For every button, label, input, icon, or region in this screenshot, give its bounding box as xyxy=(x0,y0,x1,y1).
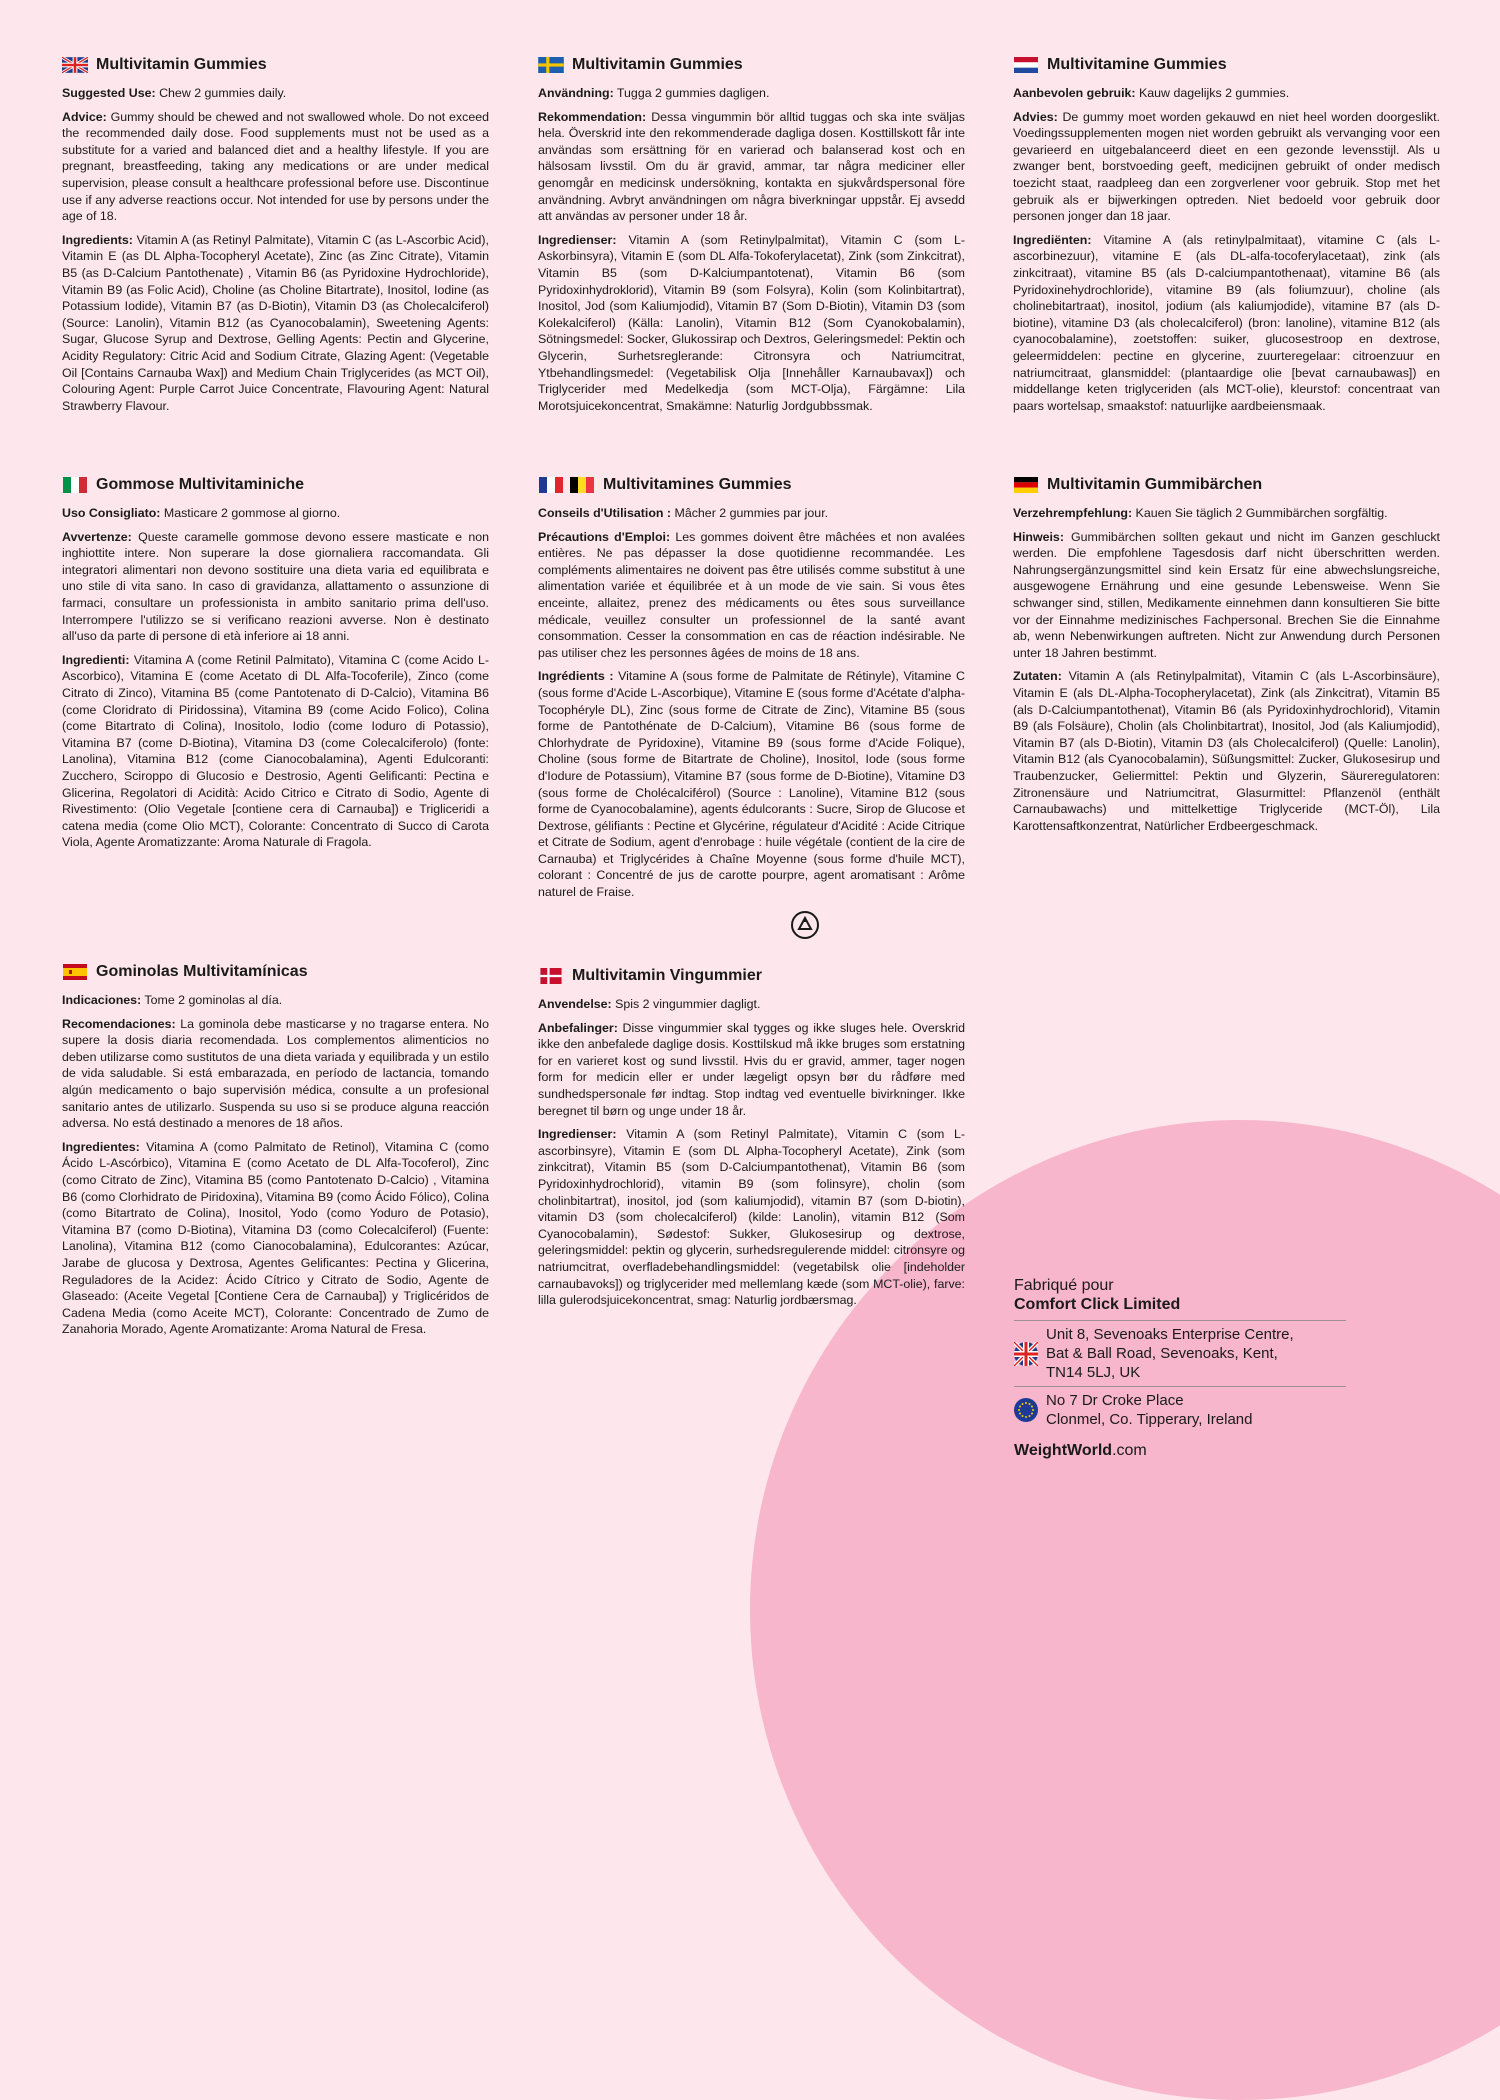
advice-label: Avvertenze: xyxy=(62,529,132,544)
advice-label: Anbefalinger: xyxy=(538,1020,618,1035)
ingredients-label: Ingredienser: xyxy=(538,232,617,247)
advice-label: Recomendaciones: xyxy=(62,1016,176,1031)
advice-text: Disse vingummier skal tygges og ikke sluges hele. Overskrid ikke den anbefalede daglige dosis. Kosttilskud må ikke bruges som erstatning for en varieret kost og sund livsstil. Hvis du er gravid, ammer, tager nogen form for medicin eller er under lægeligt opsyn bør du rådføre med sundhedspersonale før indtag. Stop indtag ved eventuelle bivirkninger. Ikke beregnet til børn og unge under 18 år. xyxy=(538,1020,965,1118)
eu-flag-icon xyxy=(1014,1398,1038,1422)
suggested-use-label: Anvendelse: xyxy=(538,997,612,1011)
recycle-icon xyxy=(790,910,820,940)
suggested-use-label: Aanbevolen gebruik: xyxy=(1013,86,1136,100)
uk-flag-icon xyxy=(1014,1342,1038,1366)
section-spanish xyxy=(62,962,489,1345)
advice-text: Gummy should be chewed and not swallowed whole. Do not exceed the recommended daily dose. Food supplements must not be used as a substitute for a varied and balanced diet and a healthy lifestyle. If you are pregnant, breastfeeding, taking any medications or are under medical supervision, please consult a healthcare professional before use. Discontinue use if any adverse reactions occur. Not intended for use by persons under the age of 18. xyxy=(62,109,489,224)
ingredients-label: Ingredients: xyxy=(62,232,133,247)
ingredients-text: Vitamine A (sous forme de Palmitate de Rétinyle), Vitamine C (sous forme d'Acide L-Ascorbique), Vitamine E (sous forme d'Acétate d'alpha-Tocophéryle DL), Zinc (sous forme de Citrate de Zinc), Vitamine B5 (sous forme de Pantothénate de D-Calcium), Vitamine B6 (sous forme de Chlorhydrate de Pyridoxine), Vitamine B9 (sous forme d'Acide Folique), Choline (sous forme de Bitartrate de Choline), Inositol, Iode (sous forme d'Iodure de Potassium), Vitamine B7 (sous forme de D-Biotine), Vitamine D3 (sous forme de Cholécalciférol) (Source : Lanoline), Vitamine B12 (sous forme de Cyanocobalamine), agents édulcorants : Sucre, Sirop de Glucose et Dextrose, gélifiants : Pectine et Glycérine, régulateur d'Acidité : Acide Citrique et Citrate de Sodium, agent d'enrobage : huile végétale (contient de la cire de Carnauba) et Triglycérides à Chaîne Moyenne (sous forme d'huile MCT), colorant : Concentré de jus de carotte pourpre, agent aromatisant : Arôme naturel de Fraise. xyxy=(538,669,965,900)
section-title: Multivitamin Gummies xyxy=(96,56,267,73)
section-english xyxy=(62,55,489,421)
ingredients-label: Ingrediënten: xyxy=(1013,232,1092,247)
section-dutch xyxy=(1013,55,1440,421)
advice-text: De gummy moet worden gekauwd en niet heel worden doorgeslikt. Voedingssupplementen mogen niet worden gebruikt als vervanging voor een gevarieerd en uitgebalanceerd dieet en een gezonde levensstijl. Als u zwanger bent, borstvoeding geeft, medicijnen gebruikt of onder medisch toezicht staat, raadpleeg dan een zorgverlener voor gebruik. Stop met het gebruik als er bijwerkingen optreden. Niet bedoeld voor gebruik door personen jonger dan 18 jaar. xyxy=(1013,109,1440,224)
ingredients-text: Vitamina A (come Retinil Palmitato), Vitamina C (come Acido L-Ascorbico), Vitamina E (come Acetato di DL Alfa-Tocoferile), Zinco (come Citrato di Zinco), Vitamina B5 (come Pantotenato di D-Calcio), Vitamina B6 (come Cloridrato di Piridossina), Vitamina B9 (come Acido Folico), Colina (come Bitartrato di Colina), Inositolo, Iodio (come Ioduro di Potassio), Vitamina B7 (come D-Biotina), Vitamina D3 (come Colecalciferolo) (fonte: Lanolina), Vitamina B12 (come Cianocobalamina), Agenti Edulcoranti: Zucchero, Sciroppo di Glucosio e Destrosio, Agenti Gelificanti: Pectina e Glicerina, Regolatori di Acidità: Acido Citrico e Citrato di Sodio, Agente di Rivestimento: (Olio Vegetale [contiene cera di Carnauba]) e Trigliceridi a catena media (come Olio MCT), Colorante: Concentrato di Succo di Carota Viola, Agente Aromatizzante: Aroma Naturale di Fragola. xyxy=(62,652,489,850)
eu-address-line: Clonmel, Co. Tipperary, Ireland xyxy=(1046,1411,1253,1428)
section-title: Gominolas Multivitamínicas xyxy=(96,963,308,980)
uk-address xyxy=(1014,1320,1346,1386)
section-title: Gommose Multivitaminiche xyxy=(96,476,305,493)
suggested-use-label: Suggested Use: xyxy=(62,86,156,100)
suggested-use-text: Chew 2 gummies daily. xyxy=(155,86,287,100)
ingredients-label: Zutaten: xyxy=(1013,669,1062,684)
ingredients-text: Vitamine A (als retinylpalmitaat), vitamine C (als L-ascorbinezuur), vitamine E (als DL-alfa-tocoferylacetaat), zink (als zinkcitraat), vitamine B5 (als D-calciumpantothenaat), vitamine B6 (als Pyridoxinehydrochloride), vitamine B9 (als foliumzuur), choline (als cholinebitartraat), inositol, jodium (als kaliumjodide), vitamine B7 (als D-biotine), vitamine D3 (als cholecalciferol) (bron: lanoline), vitamine B12 (als cyanocobalamine), zoetstoffen: suiker, glucosestroop en dextrose, geleermiddelen: pectine en glycerine, zuurteregelaar: citroenzuur en natriumcitraat, glansmiddel: (plantaardige olie [bevat carnaubawas]) en middellange keten triglyceriden (als MCT-olie), kleurstof: concentraat van paars wortelsap, smaakstof: natuurlijke aardbeiensmaak. xyxy=(1013,232,1440,413)
manufacturer-address xyxy=(1014,1276,1346,1460)
section-title: Multivitamin Gummibärchen xyxy=(1047,476,1263,493)
ingredients-text: Vitamin A (as Retinyl Palmitate), Vitamin C (as L-Ascorbic Acid), Vitamin E (as DL Alpha-Tocopheryl Acetate), Zinc (as Zinc Citrate), Vitamin B5 (as D-Calcium Pantothenate) , Vitamin B6 (as Pyridoxine Hydrochloride), Vitamin B9 (as Folic Acid), Choline (as Choline Bitartrate), Inositol, Iodine (as Potassium Iodide), Vitamin B7 (as D-Biotin), Vitamin D3 (as Cholecalciferol) (Source: Lanolin), Vitamin B12 (as Cyanocobalamin), Sweetening Agents: Sugar, Glucose Syrup and Dextrose, Gelling Agents: Pectin and Glycerine, Acidity Regulatory: Citric Acid and Sodium Citrate, Glazing Agent: (Vegetable Oil [Contains Carnauba Wax]) and Medium Chain Triglycerides (as MCT Oil), Colouring Agent: Purple Carrot Juice Concentrate, Flavouring Agent: Natural Strawberry Flavour. xyxy=(62,232,489,413)
eu-address xyxy=(1014,1386,1346,1433)
suggested-use-label: Indicaciones: xyxy=(62,993,142,1007)
spain-flag-icon xyxy=(62,964,88,980)
suggested-use-text: Masticare 2 gommose al giorno. xyxy=(160,506,341,520)
italy-flag-icon xyxy=(62,477,88,493)
eu-address-line: No 7 Dr Croke Place xyxy=(1046,1392,1184,1409)
advice-label: Précautions d'Emploi: xyxy=(538,529,671,544)
section-title: Multivitamine Gummies xyxy=(1047,56,1227,73)
suggested-use-text: Spis 2 vingummier dagligt. xyxy=(611,997,761,1011)
ingredients-label: Ingrédients : xyxy=(538,669,614,684)
ingredients-text: Vitamin A (als Retinylpalmitat), Vitamin C (als L-Ascorbinsäure), Vitamin E (als DL-Alpha-Tocopherylacetat), Zink (als Zinkcitrat), Vitamin B5 (als D-Calciumpantothenat), Vitamin B6 (als Pyridoxinhydrochlorid), Vitamin B9 (als Folsäure), Cholin (als Cholinbitartrat), Inositol, Jod (als Kaliumjodid), Vitamin B7 (als D-Biotin), Vitamin D3 (als Cholecalciferol) (Quelle: Lanolin), Vitamin B12 (als Cyanocobalamin), Süßungsmittel: Zucker, Glukosesirup und Traubenzucker, Geliermittel: Pektin und Glyzerin, Säureregulatoren: Zitronensäure und Natriumcitrat, Glasurmittel: Pflanzenöl (enthält Carnaubawachs) und mittelkettige Triglyceride (MCT-Öl), Lila Karottensaftkonzentrat, Natürlicher Erdbeergeschmack. xyxy=(1013,669,1440,833)
sweden-flag-icon xyxy=(538,57,564,73)
section-danish xyxy=(538,966,965,1316)
suggested-use-text: Tugga 2 gummies dagligen. xyxy=(613,86,770,100)
suggested-use-text: Mâcher 2 gummies par jour. xyxy=(671,506,829,520)
section-german xyxy=(1013,475,1440,841)
uk-flag-icon xyxy=(62,57,88,73)
advice-text: Gummibärchen sollten gekaut und nicht im Ganzen geschluckt werden. Die empfohlene Tagesdosis darf nicht überschritten werden. Nahrungsergänzungsmittel sind kein Ersatz für eine abwechslungsreiche, ausgewogene Ernährung und eine gesunde Lebensweise. Wenn Sie schwanger sind, stillen, Medikamente einnehmen dann konsultieren Sie bitte vor der Einnahme medizinisches Fachpersonal. Brechen Sie die Einnahme ab, wenn Nebenwirkungen auftreten. Nicht zur Anwendung durch Personen unter 18 Jahren bestimmt. xyxy=(1013,529,1440,660)
uk-address-line: Unit 8, Sevenoaks Enterprise Centre, xyxy=(1046,1326,1294,1343)
france-flag-icon xyxy=(538,477,564,493)
uk-address-line: TN14 5LJ, UK xyxy=(1046,1364,1141,1381)
advice-label: Rekommendation: xyxy=(538,109,647,124)
advice-text: Dessa vingummin bör alltid tuggas och ska inte sväljas hela. Överskrid inte den rekommenderade dagliga dosen. Kosttillskott får inte användas som ersättning för en varierad och balanserad kost och en hälsosam livsstil. Om du är gravid, ammar, tar några mediciner eller genomgår en medicinsk undersökning, kontakta en sjukvårdspersonal före användning. Avbryt användningen om några biverkningar uppstår. Ej avsedd att användas av personer under 18 år. xyxy=(538,109,965,224)
ingredients-text: Vitamin A (som Retinyl Palmitate), Vitamin C (som L-ascorbinsyre), Vitamin E (som DL Alpha-Tocopheryl Acetate), Zink (som zinkcitrat), Vitamin B5 (som D-Calciumpantothenat), Vitamin B6 (som Pyridoxinhydrochlorid), vitamin B9 (som folinsyre), cholin (som cholinbitartrat), inositol, jod (som kaliumjodid), vitamin B7 (som D-biotin), vitamin D3 (som cholecalciferol) (kilde: Lanolin), vitamin B12 (Som Cyanocobalamin), Sødestof: Sukker, Glukosesirup og dextrose, geleringsmiddel: pektin og glycerin, surhedsregulerende middel: citronsyre og natriumcitrat, overfladebehandlingsmiddel: (vegetabilsk olie [indeholder carnaubavoks]) og triglycerider med mellemlang kæde (som MCT-olie), farve: lilla gulerodsjuicekoncentrat, smag: Naturlig jordbærsmag. xyxy=(538,1127,965,1308)
ingredients-label: Ingredientes: xyxy=(62,1139,140,1154)
suggested-use-text: Kauen Sie täglich 2 Gummibärchen sorgfältig. xyxy=(1132,506,1388,520)
website-brand: WeightWorld xyxy=(1014,1442,1113,1459)
denmark-flag-icon xyxy=(538,968,564,984)
suggested-use-text: Kauw dagelijks 2 gummies. xyxy=(1135,86,1290,100)
section-title: Multivitamin Gummies xyxy=(572,56,743,73)
website[interactable] xyxy=(1014,1441,1346,1460)
suggested-use-label: Uso Consigliato: xyxy=(62,506,161,520)
suggested-use-label: Verzehrempfehlung: xyxy=(1013,506,1133,520)
website-tld: .com xyxy=(1112,1442,1147,1459)
advice-text: Les gommes doivent être mâchées et non avalées entières. Ne pas dépasser la dose quotidienne recommandée. Les compléments alimentaires ne doivent pas être utilisés comme substitut à une alimentation variée et équilibrée et à un mode de vie sain. Si vous êtes enceinte, allaitez, prenez des médicaments ou êtes sous surveillance médicale, veuillez consulter un professionnel de la santé avant consommation. Cesser la consommation en cas de réaction indésirable. Ne pas utiliser chez les personnes âgées de moins de 18 ans. xyxy=(538,529,965,660)
suggested-use-text: Tome 2 gominolas al día. xyxy=(141,993,283,1007)
company-name: Comfort Click Limited xyxy=(1014,1296,1181,1313)
advice-text: Queste caramelle gommose devono essere masticate e non inghiottite intere. Non superare la dose giornaliera raccomandata. Gli integratori alimentari non devono sostituire una dieta varia ed equilibrata e uno stile di vita sano. In caso di gravidanza, allattamento o assunzione di farmaci, consultare un professionista in ambito sanitario prima dell'uso. Interrompere l'utilizzo se si verificano reazioni avverse. Non è destinato all'uso da parte di persone di età inferiore ai 18 anni. xyxy=(62,529,489,644)
suggested-use-label: Conseils d'Utilisation : xyxy=(538,506,672,520)
germany-flag-icon xyxy=(1013,477,1039,493)
made-for-label: Fabriqué pour xyxy=(1014,1277,1114,1294)
suggested-use-label: Användning: xyxy=(538,86,614,100)
ingredients-label: Ingredienser: xyxy=(538,1127,617,1142)
netherlands-flag-icon xyxy=(1013,57,1039,73)
belgium-flag-icon xyxy=(569,477,595,493)
section-french xyxy=(538,475,965,908)
ingredients-text: Vitamin A (som Retinylpalmitat), Vitamin C (som L-Askorbinsyra), Vitamin E (som DL Alfa-Tokoferylacetat), Zink (som Zinkcitrat), Vitamin B5 (som D-Kalciumpantotenat), Vitamin B6 (som Pyridoxinhydroklorid), Vitamin B9 (som Folsyra), Kolin (som Kolinbitartrat), Inositol, Jod (som Kaliumjodid), Vitamin B7 (Som D-Biotin), Vitamin D3 (som Kolekalciferol) (Källa: Lanolin), Vitamin B12 (Som Cyanokobalamin), Sötningsmedel: Socker, Glukossirap och Dextros, Geleringsmedel: Pektin och Glycerin, Surhetsreglerande: Citronsyra och Natriumcitrat, Ytbehandlingsmedel: (Vegetabilisk Olja [Innehåller Karnaubavax]) och Triglycerider med Medelkedja (som MCT-Olja), Färgämne: Lila Morotsjuicekoncentrat, Smakämne: Naturlig Jordgubbssmak. xyxy=(538,232,965,413)
advice-label: Advice: xyxy=(62,109,107,124)
advice-label: Hinweis: xyxy=(1013,529,1064,544)
section-italian xyxy=(62,475,489,858)
ingredients-text: Vitamina A (como Palmitato de Retinol), Vitamina C (como Ácido L-Ascórbico), Vitamina E (como Acetato de DL Alfa-Tocoferol), Zinc (como Citrato de Zinc), Vitamina B5 (como Pantotenato D-Calcio) , Vitamina B6 (como Clorhidrato de Piridoxina), Vitamina B9 (como Ácido Fólico), Colina (como Bitartrato de Colina), Inositol, Yodo (como Yoduro de Potasio), Vitamina B7 (como D-Biotina), Vitamina D3 (como Colecalciferol) (Fuente: Lanolina), Vitamina B12 (como Cianocobalamina), Edulcorantes: Azúcar, Jarabe de glucosa y Dextrosa, Agentes Gelificantes: Pectina y Glicerina, Reguladores de la Acidez: Ácido Cítrico y Citrato de Sodio, Agente de Glaseado: (Aceite Vegetal [Contiene Cera de Carnauba]) y Triglicéridos de Cadena Media (como Aceite MCT), Colorante: Concentrado de Zumo de Zanahoria Morado, Agente Aromatizante: Aroma Natural de Fresa. xyxy=(62,1139,489,1337)
section-title: Multivitamines Gummies xyxy=(603,476,792,493)
ingredients-label: Ingredienti: xyxy=(62,652,130,667)
advice-label: Advies: xyxy=(1013,109,1058,124)
advice-text: La gominola debe masticarse y no tragarse entera. No supere la dosis diaria recomendada. Los complementos alimenticios no deben utilizarse como sustitutos de una dieta variada y equilibrada y un estilo de vida saludable. Si está embarazada, en período de lactancia, tomando algún medicamento o bajo supervisión médica, consulte a un profesional sanitario antes de utilizarlo. Suspenda su uso si se produce alguna reacción adversa. No está destinado a menores de 18 años. xyxy=(62,1016,489,1131)
section-title: Multivitamin Vingummier xyxy=(572,967,762,984)
section-swedish xyxy=(538,55,965,421)
uk-address-line: Bat & Ball Road, Sevenoaks, Kent, xyxy=(1046,1345,1278,1362)
